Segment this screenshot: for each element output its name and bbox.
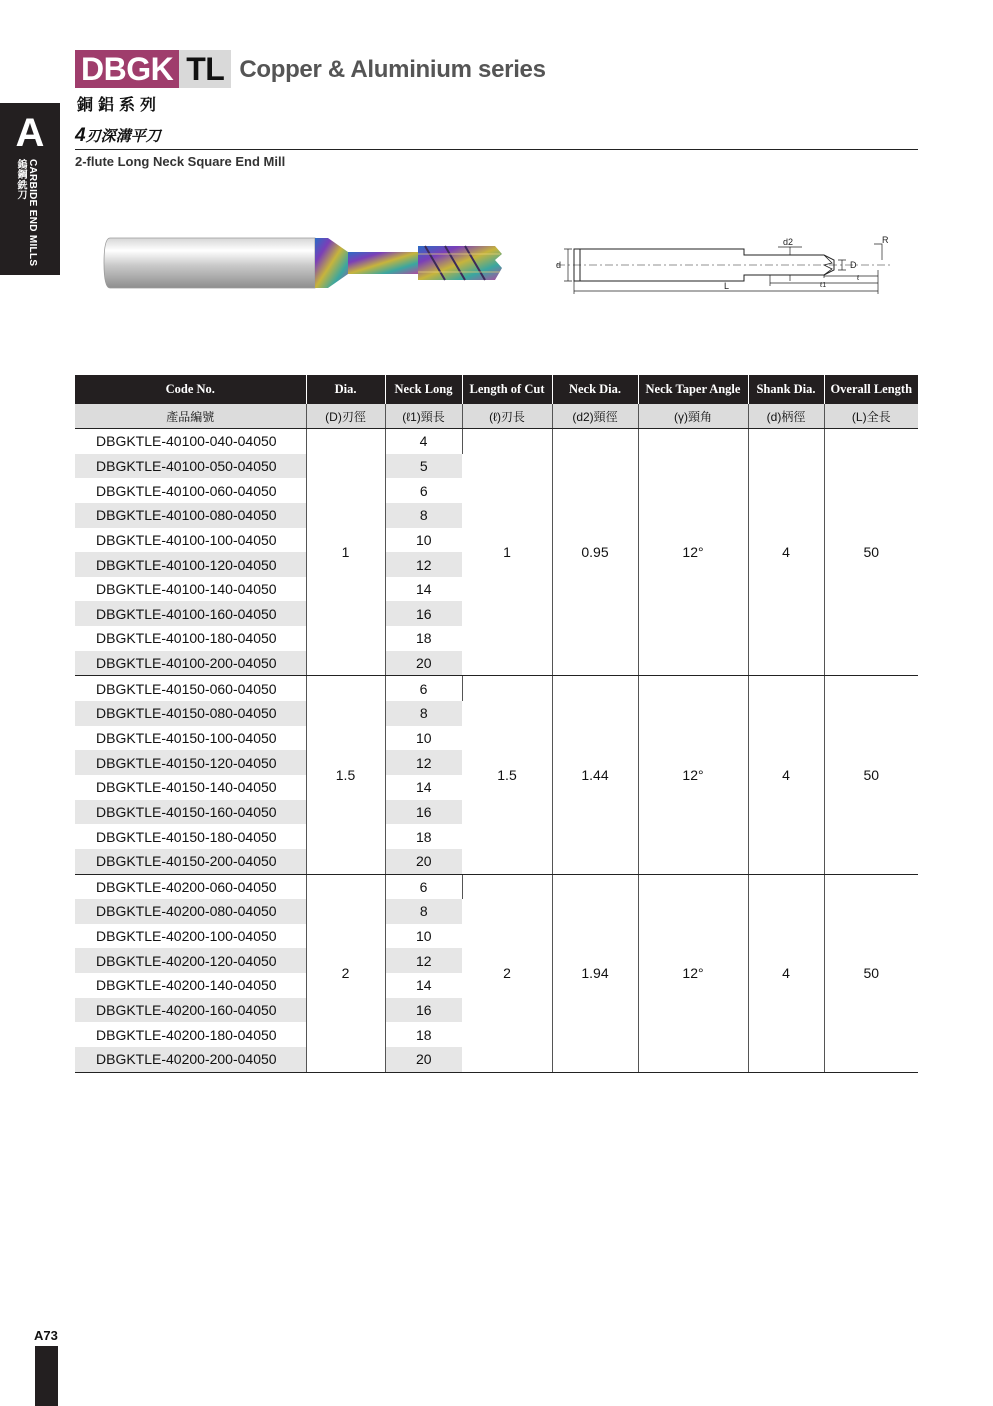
label-R: R — [882, 235, 889, 245]
cell-dia: 1.5 — [306, 676, 385, 874]
cell-code: DBGKTLE-40150-120-04050 — [75, 750, 306, 775]
cell-neck-long: 4 — [385, 429, 462, 454]
cell-neck-long: 8 — [385, 899, 462, 924]
cell-code: DBGKTLE-40200-080-04050 — [75, 899, 306, 924]
product-title-cn: 刃深溝平刀 — [85, 128, 161, 145]
col-subheader-code: 產品編號 — [75, 404, 306, 429]
cell-length-of-cut: 1.5 — [462, 676, 552, 874]
cell-neck-dia: 0.95 — [552, 429, 638, 676]
dimension-drawing — [552, 234, 902, 298]
cell-neck-long: 10 — [415, 531, 432, 548]
footer-bar — [35, 1346, 58, 1406]
cell-code: DBGKTLE-40100-120-04050 — [75, 552, 306, 577]
col-header-dia: Dia. — [306, 375, 385, 404]
cell-neck-long: 18 — [415, 630, 432, 647]
col-header-overall-length: Overall Length — [824, 375, 918, 404]
cell-neck-taper: 12° — [638, 429, 748, 676]
col-subheader-overall-length: (L)全長 — [824, 404, 918, 429]
label-L: L — [724, 281, 730, 291]
cell-shank-dia: 4 — [748, 676, 824, 874]
cell-neck-long: 20 — [385, 651, 462, 676]
cell-code: DBGKTLE-40200-160-04050 — [75, 998, 306, 1023]
section-label-cn: 鎢鋼銑刀 — [15, 159, 26, 201]
cell-code: DBGKTLE-40150-140-04050 — [75, 775, 306, 800]
cell-code: DBGKTLE-40200-060-04050 — [75, 874, 306, 899]
series-badge-secondary: TL — [179, 50, 231, 88]
cell-length-of-cut: 1 — [462, 429, 552, 676]
cell-neck-long: 14 — [415, 779, 432, 796]
header-row-cn — [75, 404, 918, 429]
cell-neck-long: 18 — [415, 1026, 432, 1043]
section-label — [14, 159, 38, 266]
cell-code: DBGKTLE-40100-140-04050 — [75, 577, 306, 602]
label-D: D — [850, 260, 857, 270]
end-mill-photo — [100, 232, 510, 294]
cell-neck-taper: 12° — [638, 874, 748, 1072]
cell-code: DBGKTLE-40150-160-04050 — [75, 800, 306, 825]
cell-neck-long: 16 — [385, 800, 462, 825]
col-header-length-of-cut: Length of Cut — [462, 375, 552, 404]
cell-code: DBGKTLE-40150-200-04050 — [75, 849, 306, 874]
cell-neck-long: 8 — [385, 701, 462, 726]
product-subtitle: 2-flute Long Neck Square End Mill — [75, 154, 286, 169]
label-l1: ℓ1 — [820, 282, 827, 289]
flute-count: 4 — [75, 125, 86, 146]
cell-dia: 1 — [306, 429, 385, 676]
cell-code: DBGKTLE-40100-100-04050 — [75, 528, 306, 553]
cell-neck-long: 12 — [385, 750, 462, 775]
cell-code: DBGKTLE-40150-060-04050 — [75, 676, 306, 701]
cell-neck-long: 16 — [385, 998, 462, 1023]
cell-code: DBGKTLE-40100-200-04050 — [75, 651, 306, 676]
col-subheader-neck-long: (ℓ1)頸長 — [385, 404, 462, 429]
cell-code: DBGKTLE-40100-050-04050 — [75, 454, 306, 479]
cell-code: DBGKTLE-40100-040-04050 — [75, 429, 306, 454]
product-title — [75, 125, 161, 147]
series-header — [75, 50, 546, 88]
col-subheader-neck-dia: (d2)頸徑 — [552, 404, 638, 429]
cell-neck-long: 10 — [415, 730, 432, 746]
col-header-neck-dia: Neck Dia. — [552, 375, 638, 404]
cell-neck-long: 8 — [385, 503, 462, 528]
cell-neck-long: 6 — [385, 676, 462, 701]
section-tab — [0, 103, 60, 275]
cell-neck-long: 20 — [385, 1047, 462, 1072]
col-subheader-neck-taper: (γ)頸角 — [638, 404, 748, 429]
cell-neck-long: 5 — [385, 454, 462, 479]
cell-overall-length: 50 — [824, 429, 918, 676]
spec-table — [75, 375, 918, 1073]
cell-code: DBGKTLE-40150-100-04050 — [75, 726, 306, 751]
col-subheader-length-of-cut: (ℓ)刃長 — [462, 404, 552, 429]
col-header-neck-taper: Neck Taper Angle — [638, 375, 748, 404]
cell-code: DBGKTLE-40200-120-04050 — [75, 948, 306, 973]
cell-neck-long: 16 — [385, 601, 462, 626]
cell-neck-long: 10 — [415, 928, 432, 945]
cell-code: DBGKTLE-40200-180-04050 — [75, 1022, 306, 1047]
cell-neck-long: 6 — [385, 874, 462, 899]
series-subtitle: 銅鋁系列 — [77, 97, 162, 114]
cell-neck-long: 6 — [419, 482, 428, 499]
cell-shank-dia: 4 — [748, 429, 824, 676]
cell-dia: 2 — [306, 874, 385, 1072]
cell-code: DBGKTLE-40100-080-04050 — [75, 503, 306, 528]
table-row — [75, 676, 918, 701]
col-header-code: Code No. — [75, 375, 306, 404]
title-divider — [75, 149, 918, 150]
cell-neck-dia: 1.44 — [552, 676, 638, 874]
cell-code: DBGKTLE-40100-180-04050 — [75, 626, 306, 651]
cell-neck-long: 14 — [415, 581, 432, 598]
series-title: Copper & Aluminium series — [239, 56, 546, 83]
series-badge-primary: DBGK — [75, 50, 179, 88]
cell-neck-long: 12 — [385, 948, 462, 973]
cell-overall-length: 50 — [824, 874, 918, 1072]
header-row-en — [75, 375, 918, 404]
col-subheader-dia: (D)刃徑 — [306, 404, 385, 429]
cell-neck-long: 20 — [385, 849, 462, 874]
cell-neck-long: 12 — [385, 552, 462, 577]
cell-overall-length: 50 — [824, 676, 918, 874]
cell-code: DBGKTLE-40100-060-04050 — [75, 478, 306, 503]
cell-code: DBGKTLE-40200-140-04050 — [75, 973, 306, 998]
cell-shank-dia: 4 — [748, 874, 824, 1072]
label-d: d — [556, 260, 562, 270]
cell-neck-taper: 12° — [638, 676, 748, 874]
label-l: ℓ — [857, 275, 860, 282]
table-row — [75, 429, 918, 454]
cell-length-of-cut: 2 — [462, 874, 552, 1072]
cell-code: DBGKTLE-40200-200-04050 — [75, 1047, 306, 1072]
table-row — [75, 874, 918, 899]
section-label-en: CARBIDE END MILLS — [27, 159, 38, 267]
spec-table-body — [75, 429, 918, 1073]
label-d2: d2 — [783, 237, 794, 247]
col-header-shank-dia: Shank Dia. — [748, 375, 824, 404]
cell-code: DBGKTLE-40100-160-04050 — [75, 601, 306, 626]
cell-code: DBGKTLE-40150-080-04050 — [75, 701, 306, 726]
col-header-neck-long: Neck Long — [385, 375, 462, 404]
page-number: A73 — [34, 1328, 58, 1343]
col-subheader-shank-dia: (d)柄徑 — [748, 404, 824, 429]
cell-neck-long: 18 — [415, 828, 432, 845]
cell-neck-long: 14 — [415, 977, 432, 994]
cell-neck-dia: 1.94 — [552, 874, 638, 1072]
cell-code: DBGKTLE-40150-180-04050 — [75, 824, 306, 849]
section-letter: A — [15, 111, 45, 155]
cell-code: DBGKTLE-40200-100-04050 — [75, 924, 306, 949]
